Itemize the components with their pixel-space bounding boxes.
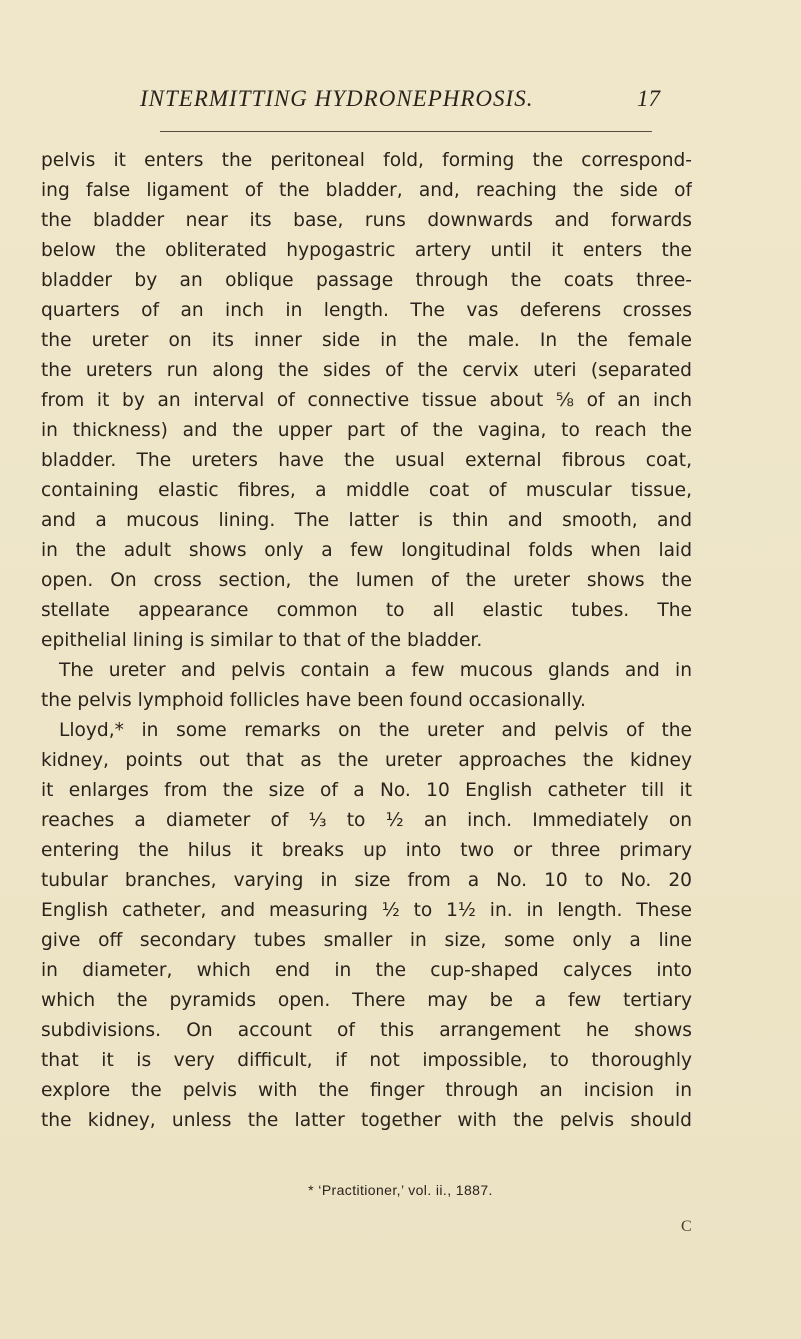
text-line: The ureter and pelvis contain a few mucous glands and in <box>59 660 692 681</box>
text-line: ing false ligament of the bladder, and, reaching the side of <box>41 180 692 201</box>
text-line: subdivisions. On account of this arrangement he shows <box>41 1020 692 1041</box>
text-line: quarters of an inch in length. The vas deferens crosses <box>41 300 692 321</box>
text-line: pelvis it enters the peritoneal fold, forming the correspond- <box>41 150 692 171</box>
text-line: tubular branches, varying in size from a No. 10 to No. 20 <box>41 870 692 891</box>
text-line: English catheter, and measuring ½ to 1½ in. in length. These <box>41 900 692 921</box>
text-line: open. On cross section, the lumen of the ureter shows the <box>41 570 692 591</box>
running-head <box>140 86 660 116</box>
text-line: that it is very difficult, if not impossible, to thoroughly <box>41 1050 692 1071</box>
text-line: the bladder near its base, runs downwards and forwards <box>41 210 692 231</box>
text-line: the ureter on its inner side in the male. In the female <box>41 330 692 351</box>
text-line: bladder by an oblique passage through the coats three- <box>41 270 692 291</box>
text-line: Lloyd,* in some remarks on the ureter and pelvis of the <box>59 720 692 741</box>
running-title: INTERMITTING HYDRONEPHROSIS. <box>140 86 534 111</box>
text-line: it enlarges from the size of a No. 10 English catheter till it <box>41 780 692 801</box>
text-line: kidney, points out that as the ureter approaches the kidney <box>41 750 692 771</box>
page-number: 17 <box>637 86 660 111</box>
text-line: in diameter, which end in the cup-shaped calyces into <box>41 960 692 981</box>
text-line: from it by an interval of connective tissue about ⅝ of an inch <box>41 390 692 411</box>
text-line: explore the pelvis with the finger through an incision in <box>41 1080 692 1101</box>
text-line: epithelial lining is similar to that of the bladder. <box>41 630 483 651</box>
text-line: entering the hilus it breaks up into two or three primary <box>41 840 692 861</box>
text-line: the pelvis lymphoid follicles have been found occasionally. <box>41 690 586 711</box>
header-rule <box>160 131 652 132</box>
text-line: stellate appearance common to all elastic tubes. The <box>41 600 692 621</box>
signature-mark: C <box>681 1218 692 1235</box>
text-line: in thickness) and the upper part of the vagina, to reach the <box>41 420 692 441</box>
body-text <box>41 146 692 1136</box>
text-line: containing elastic fibres, a middle coat of muscular tissue, <box>41 480 692 501</box>
text-line: give off secondary tubes smaller in size, some only a line <box>41 930 692 951</box>
footnote: * ‘Practitioner,’ vol. ii., 1887. <box>308 1182 493 1198</box>
text-line: the kidney, unless the latter together with the pelvis should <box>41 1110 692 1131</box>
text-line: below the obliterated hypogastric artery until it enters the <box>41 240 692 261</box>
text-line: and a mucous lining. The latter is thin and smooth, and <box>41 510 692 531</box>
text-line: in the adult shows only a few longitudinal folds when laid <box>41 540 692 561</box>
text-line: which the pyramids open. There may be a few tertiary <box>41 990 692 1011</box>
text-line: bladder. The ureters have the usual external fibrous coat, <box>41 450 692 471</box>
text-line: reaches a diameter of ⅓ to ½ an inch. Immediately on <box>41 810 692 831</box>
text-line: the ureters run along the sides of the cervix uteri (separated <box>41 360 692 381</box>
